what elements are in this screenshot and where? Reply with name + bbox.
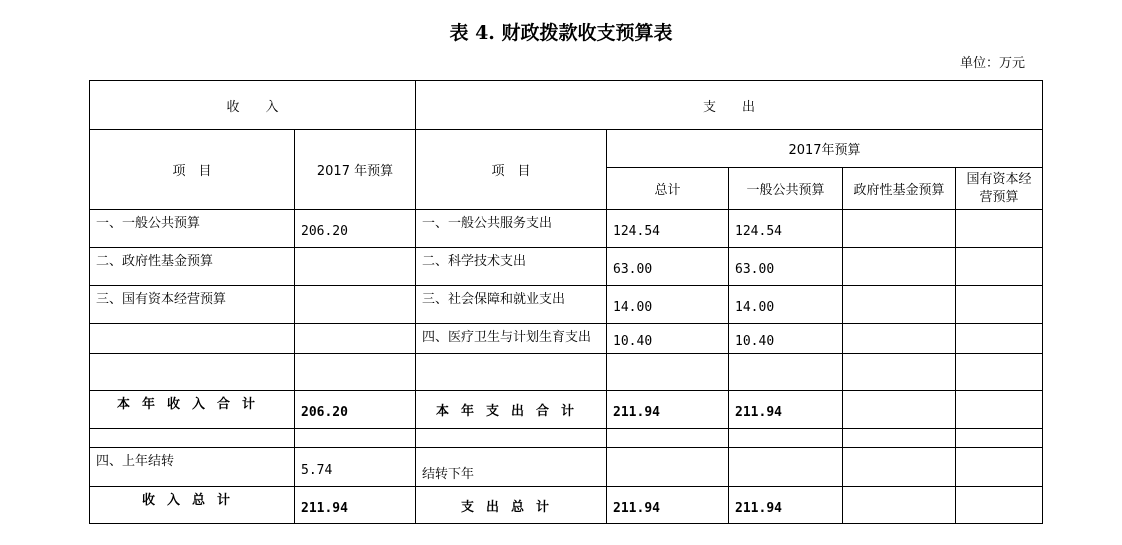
expense-total: 14.00 [607,286,729,324]
income-item: 一、一般公共预算 [90,210,295,248]
expense-fund [843,286,956,324]
expense-capital [956,286,1043,324]
year-expense-total: 211.94 [607,391,729,429]
year-expense-fund [843,391,956,429]
expense-general: 10.40 [729,324,843,354]
expense-item-header: 项 目 [416,130,607,210]
income-item: 二、政府性基金预算 [90,248,295,286]
table-row [90,324,1043,354]
year-total-row [90,391,1043,429]
expense-header: 支 出 [416,81,1043,130]
gov-fund-header: 政府性基金预算 [843,168,956,210]
expense-capital [956,210,1043,248]
expense-total: 63.00 [607,248,729,286]
year-expense-general: 211.94 [729,391,843,429]
expense-general: 14.00 [729,286,843,324]
expense-item: 二、科学技术支出 [416,248,607,286]
income-value [295,324,416,354]
carry-income-value: 5.74 [295,448,416,487]
carry-expense-item: 结转下年 [416,448,607,487]
expense-fund [843,248,956,286]
year-expense-total-label: 本年支出合计 [416,391,607,429]
expense-item: 四、医疗卫生与计划生育支出 [416,324,607,354]
expense-budget-header: 2017年预算 [607,130,1043,168]
income-item [90,324,295,354]
expense-total [607,354,729,391]
table-row [90,210,1043,248]
carry-income-item: 四、上年结转 [90,448,295,487]
expense-general [729,354,843,391]
carry-row [90,448,1043,487]
header-row-2 [90,130,1043,168]
income-value [295,354,416,391]
expense-capital [956,324,1043,354]
table-row [90,286,1043,324]
table-row [90,354,1043,391]
income-grand-total-value: 211.94 [295,487,416,524]
income-value: 206.20 [295,210,416,248]
expense-capital [956,354,1043,391]
expense-fund [843,324,956,354]
expense-general: 63.00 [729,248,843,286]
general-public-header: 一般公共预算 [729,168,843,210]
total-header: 总计 [607,168,729,210]
unit-label: 单位：万元 [959,56,1025,71]
year-income-total-value: 206.20 [295,391,416,429]
table-row [90,248,1043,286]
expense-grand-total-label: 支出总计 [416,487,607,524]
income-header: 收 入 [90,81,416,130]
expense-total: 10.40 [607,324,729,354]
expense-grand-general: 211.94 [729,487,843,524]
budget-table [89,80,1043,524]
page-title: 表 4. 财政拨款收支预算表 [449,22,673,44]
year-income-total-label: 本年收入合计 [90,391,295,429]
expense-item [416,354,607,391]
year-expense-capital [956,391,1043,429]
grand-total-row [90,487,1043,524]
expense-fund [843,210,956,248]
income-budget-header: 2017 年预算 [295,130,416,210]
income-item-header: 项 目 [90,130,295,210]
expense-item: 三、社会保障和就业支出 [416,286,607,324]
expense-capital [956,248,1043,286]
spacer-row [90,429,1043,448]
expense-fund [843,354,956,391]
header-row-1 [90,81,1043,130]
expense-general: 124.54 [729,210,843,248]
state-capital-header: 国有资本经营预算 [956,168,1043,210]
income-grand-total-label: 收入总计 [90,487,295,524]
expense-total: 124.54 [607,210,729,248]
income-value [295,286,416,324]
income-item: 三、国有资本经营预算 [90,286,295,324]
income-value [295,248,416,286]
expense-item: 一、一般公共服务支出 [416,210,607,248]
income-item [90,354,295,391]
expense-grand-total: 211.94 [607,487,729,524]
